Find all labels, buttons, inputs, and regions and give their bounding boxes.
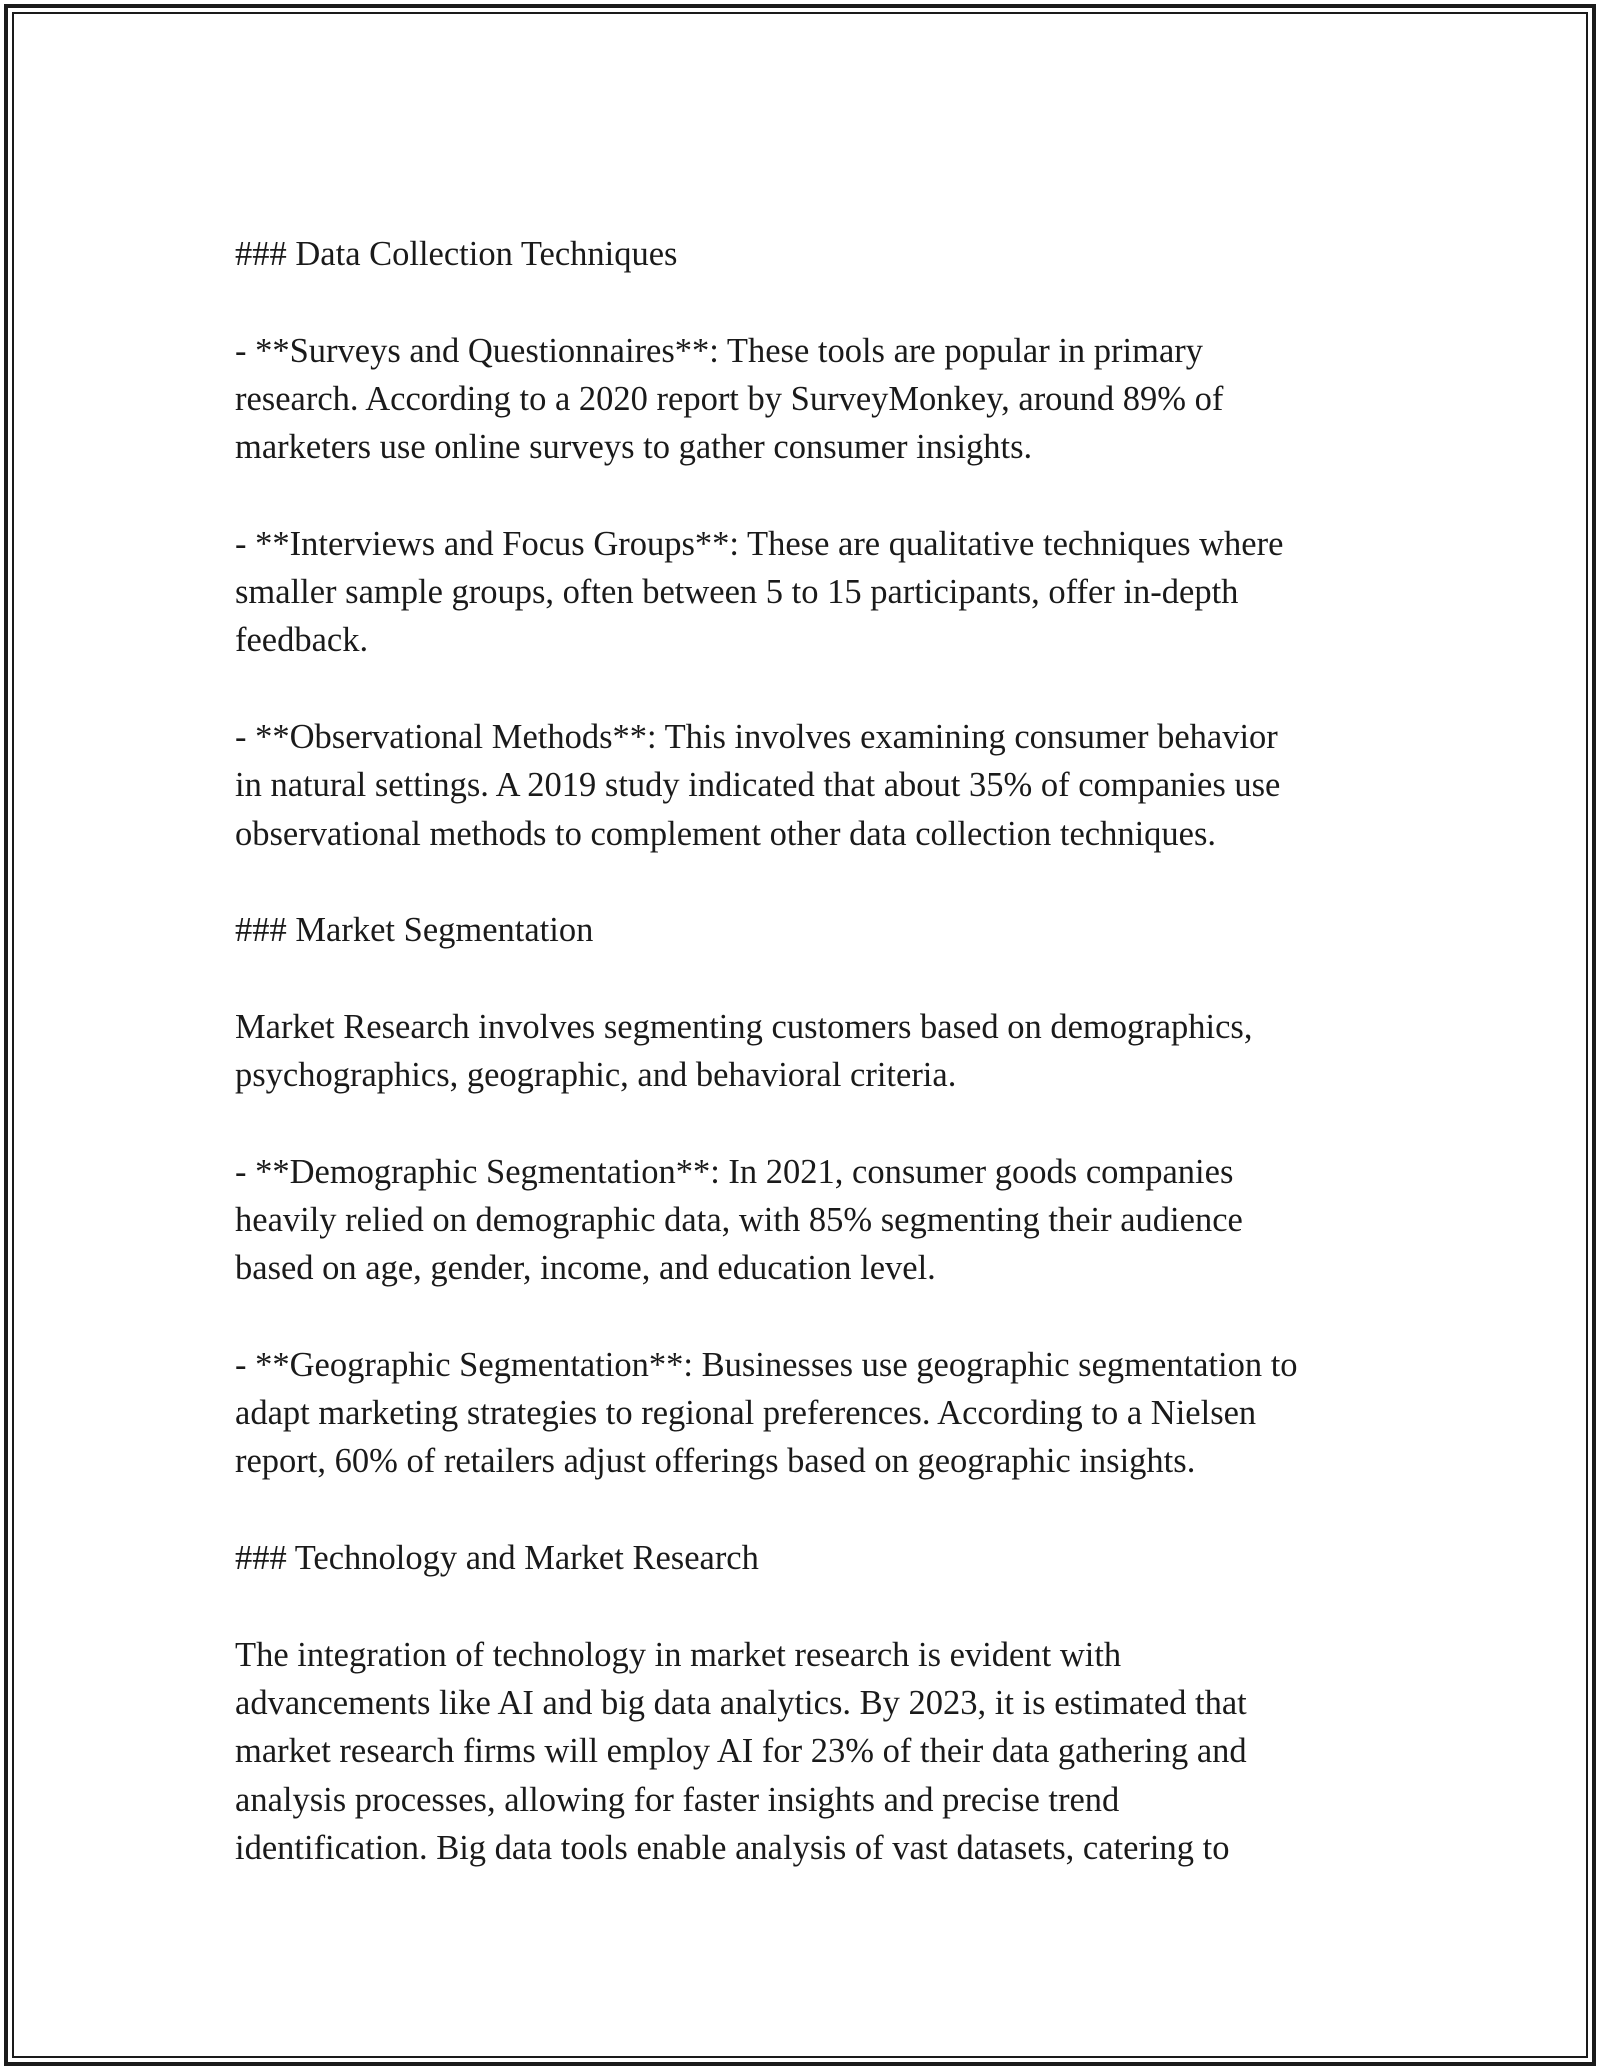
text-line: - **Geographic Segmentation**: Businesses use geographic segmentation to	[235, 1345, 1298, 1384]
bullet-item	[235, 520, 1385, 665]
text-line: in natural settings. A 2019 study indicated that about 35% of companies use	[235, 766, 1281, 805]
text-line: advancements like AI and big data analytics. By 2023, it is estimated that	[235, 1683, 1247, 1722]
text-line: heavily relied on demographic data, with 85% segmenting their audience	[235, 1200, 1243, 1239]
text-line: identification. Big data tools enable analysis of vast datasets, catering to	[235, 1828, 1230, 1867]
text-line: observational methods to complement other data collection techniques.	[235, 814, 1217, 853]
text-line: feedback.	[235, 621, 369, 660]
section-heading	[235, 230, 1385, 278]
bullet-item	[235, 327, 1385, 472]
text-line: based on age, gender, income, and education level.	[235, 1249, 936, 1288]
text-line: ### Data Collection Techniques	[235, 235, 678, 273]
text-line: - **Demographic Segmentation**: In 2021, consumer goods companies	[235, 1152, 1234, 1191]
text-line: research. According to a 2020 report by SurveyMonkey, around 89% of	[235, 379, 1224, 418]
text-line: The integration of technology in market research is evident with	[235, 1635, 1122, 1674]
text-line: - **Surveys and Questionnaires**: These tools are popular in primary	[235, 331, 1204, 370]
text-line: ### Market Segmentation	[235, 911, 594, 950]
document-body	[235, 230, 1385, 1920]
text-line: - **Interviews and Focus Groups**: These are qualitative techniques where	[235, 524, 1284, 563]
section-heading	[235, 1534, 1385, 1582]
bullet-item	[235, 1341, 1385, 1486]
bullet-item	[235, 1148, 1385, 1293]
text-line: ### Technology and Market Research	[235, 1539, 759, 1578]
text-line: analysis processes, allowing for faster insights and precise trend	[235, 1780, 1120, 1819]
text-line: marketers use online surveys to gather consumer insights.	[235, 428, 1033, 467]
paragraph	[235, 1003, 1385, 1100]
bullet-item	[235, 713, 1385, 858]
text-line: Market Research involves segmenting customers based on demographics,	[235, 1007, 1253, 1046]
text-line: - **Observational Methods**: This involves examining consumer behavior	[235, 717, 1278, 756]
text-line: report, 60% of retailers adjust offerings based on geographic insights.	[235, 1442, 1196, 1481]
text-line: market research firms will employ AI for 23% of their data gathering and	[235, 1732, 1247, 1771]
section-heading	[235, 906, 1385, 954]
text-line: smaller sample groups, often between 5 to 15 participants, offer in-depth	[235, 573, 1239, 612]
text-line: psychographics, geographic, and behavioral criteria.	[235, 1056, 957, 1095]
paragraph	[235, 1631, 1385, 1872]
text-line: adapt marketing strategies to regional preferences. According to a Nielsen	[235, 1394, 1257, 1433]
